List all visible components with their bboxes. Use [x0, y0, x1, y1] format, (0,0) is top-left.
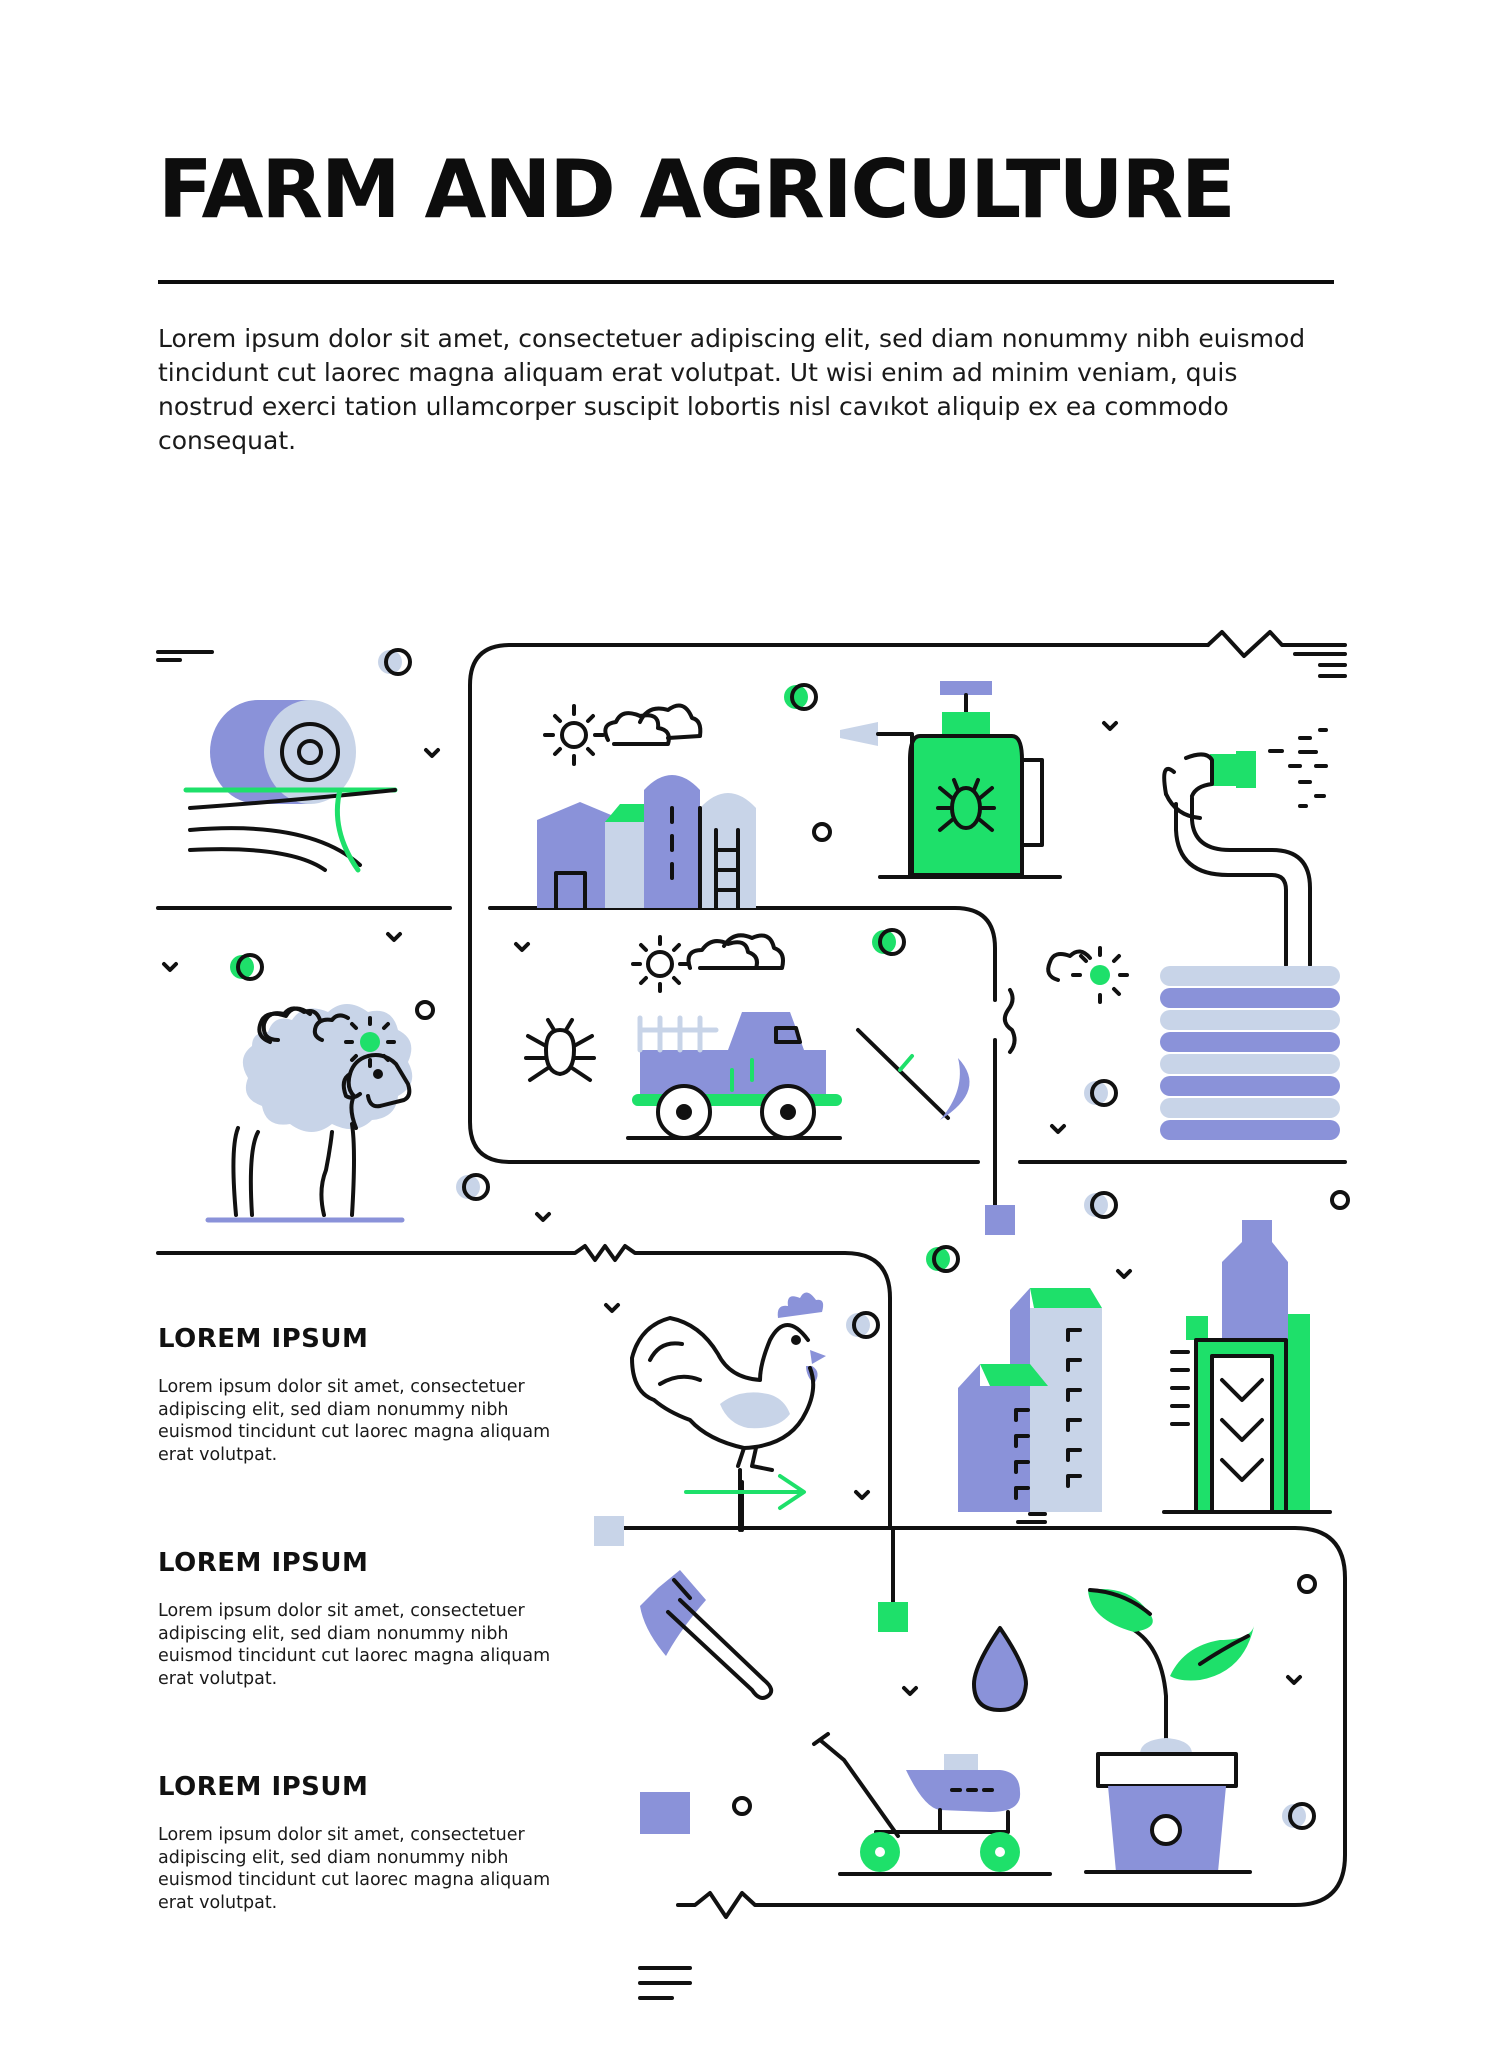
scythe-icon: [858, 990, 1015, 1120]
water-drop-icon: [974, 1628, 1026, 1710]
weather-vane-rooster-icon: [632, 1292, 826, 1530]
intro-paragraph: Lorem ipsum dolor sit amet, consectetuer adipiscing elit, sed diam nonummy nibh euismod tincidunt cut laorec magna aliquam erat volutpat. Ut wisi enim ad minim veniam, quis nostrud exerci tation ullamcorper suscipit lobortis nisl cavıkot aliquip ex ea commodo consequat.: [158, 324, 1306, 455]
section-1: [158, 1324, 578, 1466]
hay-bale-field-icon: [186, 700, 395, 870]
lawn-mower-icon: [814, 1734, 1050, 1874]
section-3: [158, 1772, 578, 1914]
axe-icon: [640, 1570, 771, 1698]
section-body: Lorem ipsum dolor sit amet, consectetuer adipiscing elit, sed diam nonummy nibh euismod tincidunt cut laorec magna aliquam erat volutpat.: [158, 1825, 551, 1913]
section-heading: LOREM IPSUM: [158, 1772, 369, 1802]
farm-barn-silo-icon: [537, 706, 756, 909]
section-body: Lorem ipsum dolor sit amet, consectetuer adipiscing elit, sed diam nonummy nibh euismod tincidunt cut laorec magna aliquam erat volutpat.: [158, 1377, 551, 1465]
plant-pot-icon: [1086, 1589, 1254, 1872]
garden-hose-icon: [1160, 730, 1340, 1140]
section-2: [158, 1548, 578, 1690]
section-body: Lorem ipsum dolor sit amet, consectetuer adipiscing elit, sed diam nonummy nibh euismod tincidunt cut laorec magna aliquam erat volutpat.: [158, 1601, 551, 1689]
sheep-icon: [208, 1004, 412, 1220]
grain-elevator-icon: [1164, 1220, 1330, 1512]
section-heading: LOREM IPSUM: [158, 1324, 369, 1354]
buildings-icon: [958, 1288, 1102, 1512]
page-title: FARM AND AGRICULTURE: [158, 143, 1234, 236]
pickup-truck-icon: [526, 935, 840, 1138]
weather-icon: [1048, 948, 1127, 1002]
pesticide-sprayer-icon: [840, 681, 1060, 877]
section-heading: LOREM IPSUM: [158, 1548, 369, 1578]
